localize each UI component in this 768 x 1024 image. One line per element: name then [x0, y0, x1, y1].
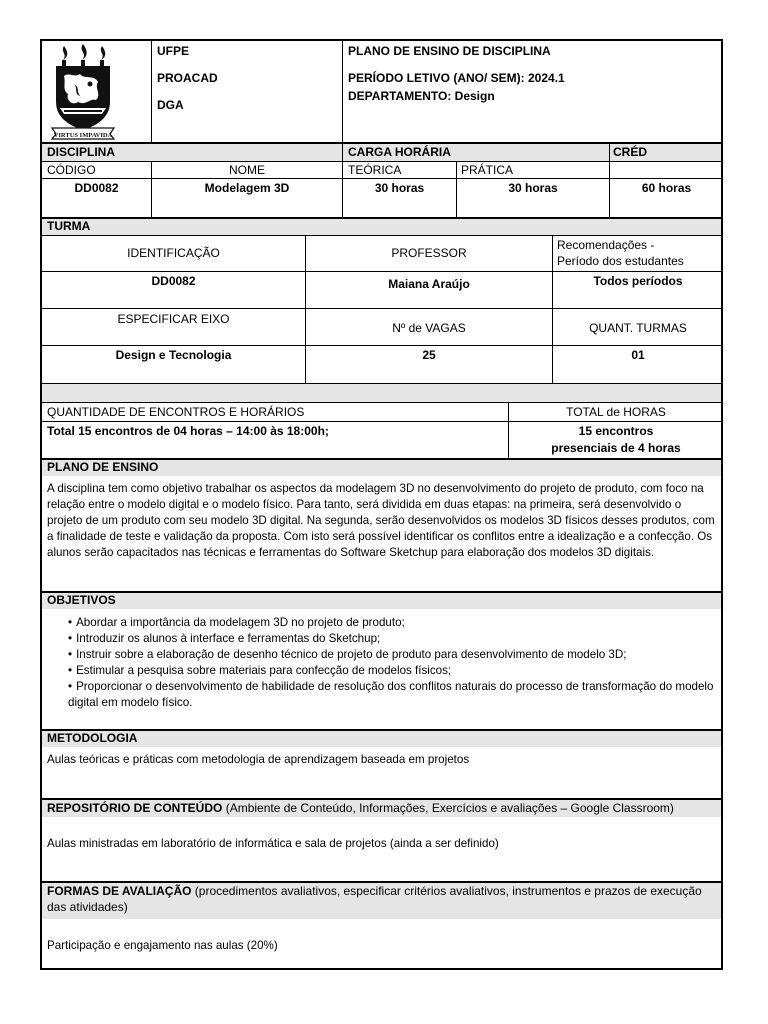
turma-label: TURMA	[47, 219, 91, 233]
repositorio-text: Aulas ministradas em laboratório de informática e sala de projetos (ainda a ser definido)	[47, 837, 499, 850]
col-pratica: PRÁTICA	[461, 163, 514, 177]
identificacao-value: DD0082	[151, 274, 196, 288]
list-item: • Abordar a importância da modelagem 3D no projeto de produto;	[68, 616, 405, 629]
codigo-value: DD0082	[74, 181, 119, 195]
repositorio-label: REPOSITÓRIO DE CONTEÚDO (Ambiente de Conteúdo, Informações, Exercícios e avaliações – Google Classroom)	[47, 801, 674, 815]
objetivos-label: OBJETIVOS	[47, 593, 116, 607]
institution-proacad: PROACAD	[157, 71, 218, 85]
avaliacao-label: FORMAS DE AVALIAÇÃO (procedimentos avaliativos, especificar critérios avaliativos, instrumentos e prazos de execução das atividades)	[47, 884, 702, 914]
svg-text:VIRTUS IMPAVIDA: VIRTUS IMPAVIDA	[53, 132, 113, 139]
col-recomendacoes: Recomendações -	[557, 238, 655, 252]
page-title: PLANO DE ENSINO DE DISCIPLINA	[348, 44, 551, 58]
professor-value: Maiana Araújo	[388, 277, 470, 291]
course-plan-form	[40, 39, 723, 970]
teorica-value: 30 horas	[374, 181, 425, 195]
period: PERÍODO LETIVO (ANO/ SEM): 2024.1	[348, 71, 565, 85]
col-periodo-estudantes: Período dos estudantes	[557, 254, 684, 268]
col-codigo: CÓDIGO	[47, 163, 96, 177]
eixo-value: Design e Tecnologia	[115, 348, 232, 362]
total-horas-line1: 15 encontros	[578, 424, 654, 438]
metodologia-text: Aulas teóricas e práticas com metodologia de aprendizagem baseada em projetos	[47, 753, 470, 766]
plano-text: A disciplina tem como objetivo trabalhar os aspectos da modelagem 3D no desenvolvimento do projeto de produto, com foco na relação entre o modelo digital e o modelo físico. Para tanto, será dividida em duas etapas: na primeira, será desenvolvido o projeto de um produto com seu modelo 3D digital. Na segunda, serão desenvolvidos os modelos 3D físicos desses produtos, com a finalidade de teste e validação da proposta. Com isto será possível identificar os conflitos entre a idealização e a confecção. Os alunos serão capacitados nas técnicas e ferramentas do Software Sketchup para elaboração dos modelos 3D digitais.	[47, 482, 715, 559]
list-item: • Proporcionar o desenvolvimento de habilidade de resolução dos conflitos naturais do processo de transformação do modelo digital em modelo físico.	[68, 680, 714, 709]
pratica-value: 30 horas	[508, 181, 558, 195]
vagas-value: 25	[422, 348, 436, 362]
col-teorica: TEÓRICA	[348, 163, 402, 177]
col-eixo: ESPECIFICAR EIXO	[117, 312, 230, 326]
avaliacao-text: Participação e engajamento nas aulas (20%)	[47, 939, 278, 952]
turmas-value: 01	[631, 348, 645, 362]
department: DEPARTAMENTO: Design	[348, 89, 495, 103]
institution-dga: DGA	[157, 98, 184, 112]
col-turmas: QUANT. TURMAS	[589, 321, 687, 335]
col-nome: NOME	[229, 163, 265, 177]
institution-ufpe: UFPE	[157, 44, 190, 58]
carga-horaria-label: CARGA HORÁRIA	[348, 145, 451, 159]
objetivos-list	[62, 615, 717, 711]
col-vagas: Nº de VAGAS	[392, 321, 466, 335]
cred-value: 60 horas	[641, 181, 692, 195]
encontros-value: Total 15 encontros de 04 horas – 14:00 às 18:00h;	[47, 424, 329, 438]
disciplina-label: DISCIPLINA	[47, 145, 116, 159]
cred-label: CRÉD	[613, 145, 648, 159]
list-item: • Estimular a pesquisa sobre materiais para confecção de modelos físicos;	[68, 664, 452, 677]
nome-value: Modelagem 3D	[204, 181, 290, 195]
plano-label: PLANO DE ENSINO	[47, 460, 159, 474]
list-item: • Instruir sobre a elaboração de desenho técnico de projeto de produto para desenvolvimento de modelo 3D;	[68, 648, 627, 661]
col-professor: PROFESSOR	[391, 246, 467, 260]
encontros-label: QUANTIDADE DE ENCONTROS E HORÁRIOS	[47, 405, 305, 419]
recomendacoes-value: Todos períodos	[593, 274, 683, 288]
list-item: • Introduzir os alunos à interface e ferramentas do Sketchup;	[68, 632, 381, 645]
total-horas-line2: presenciais de 4 horas	[551, 441, 681, 455]
metodologia-label: METODOLOGIA	[47, 731, 138, 745]
total-horas-label: TOTAL de HORAS	[566, 405, 666, 419]
col-identificacao: IDENTIFICAÇÃO	[127, 246, 220, 260]
ufpe-logo	[50, 44, 116, 140]
